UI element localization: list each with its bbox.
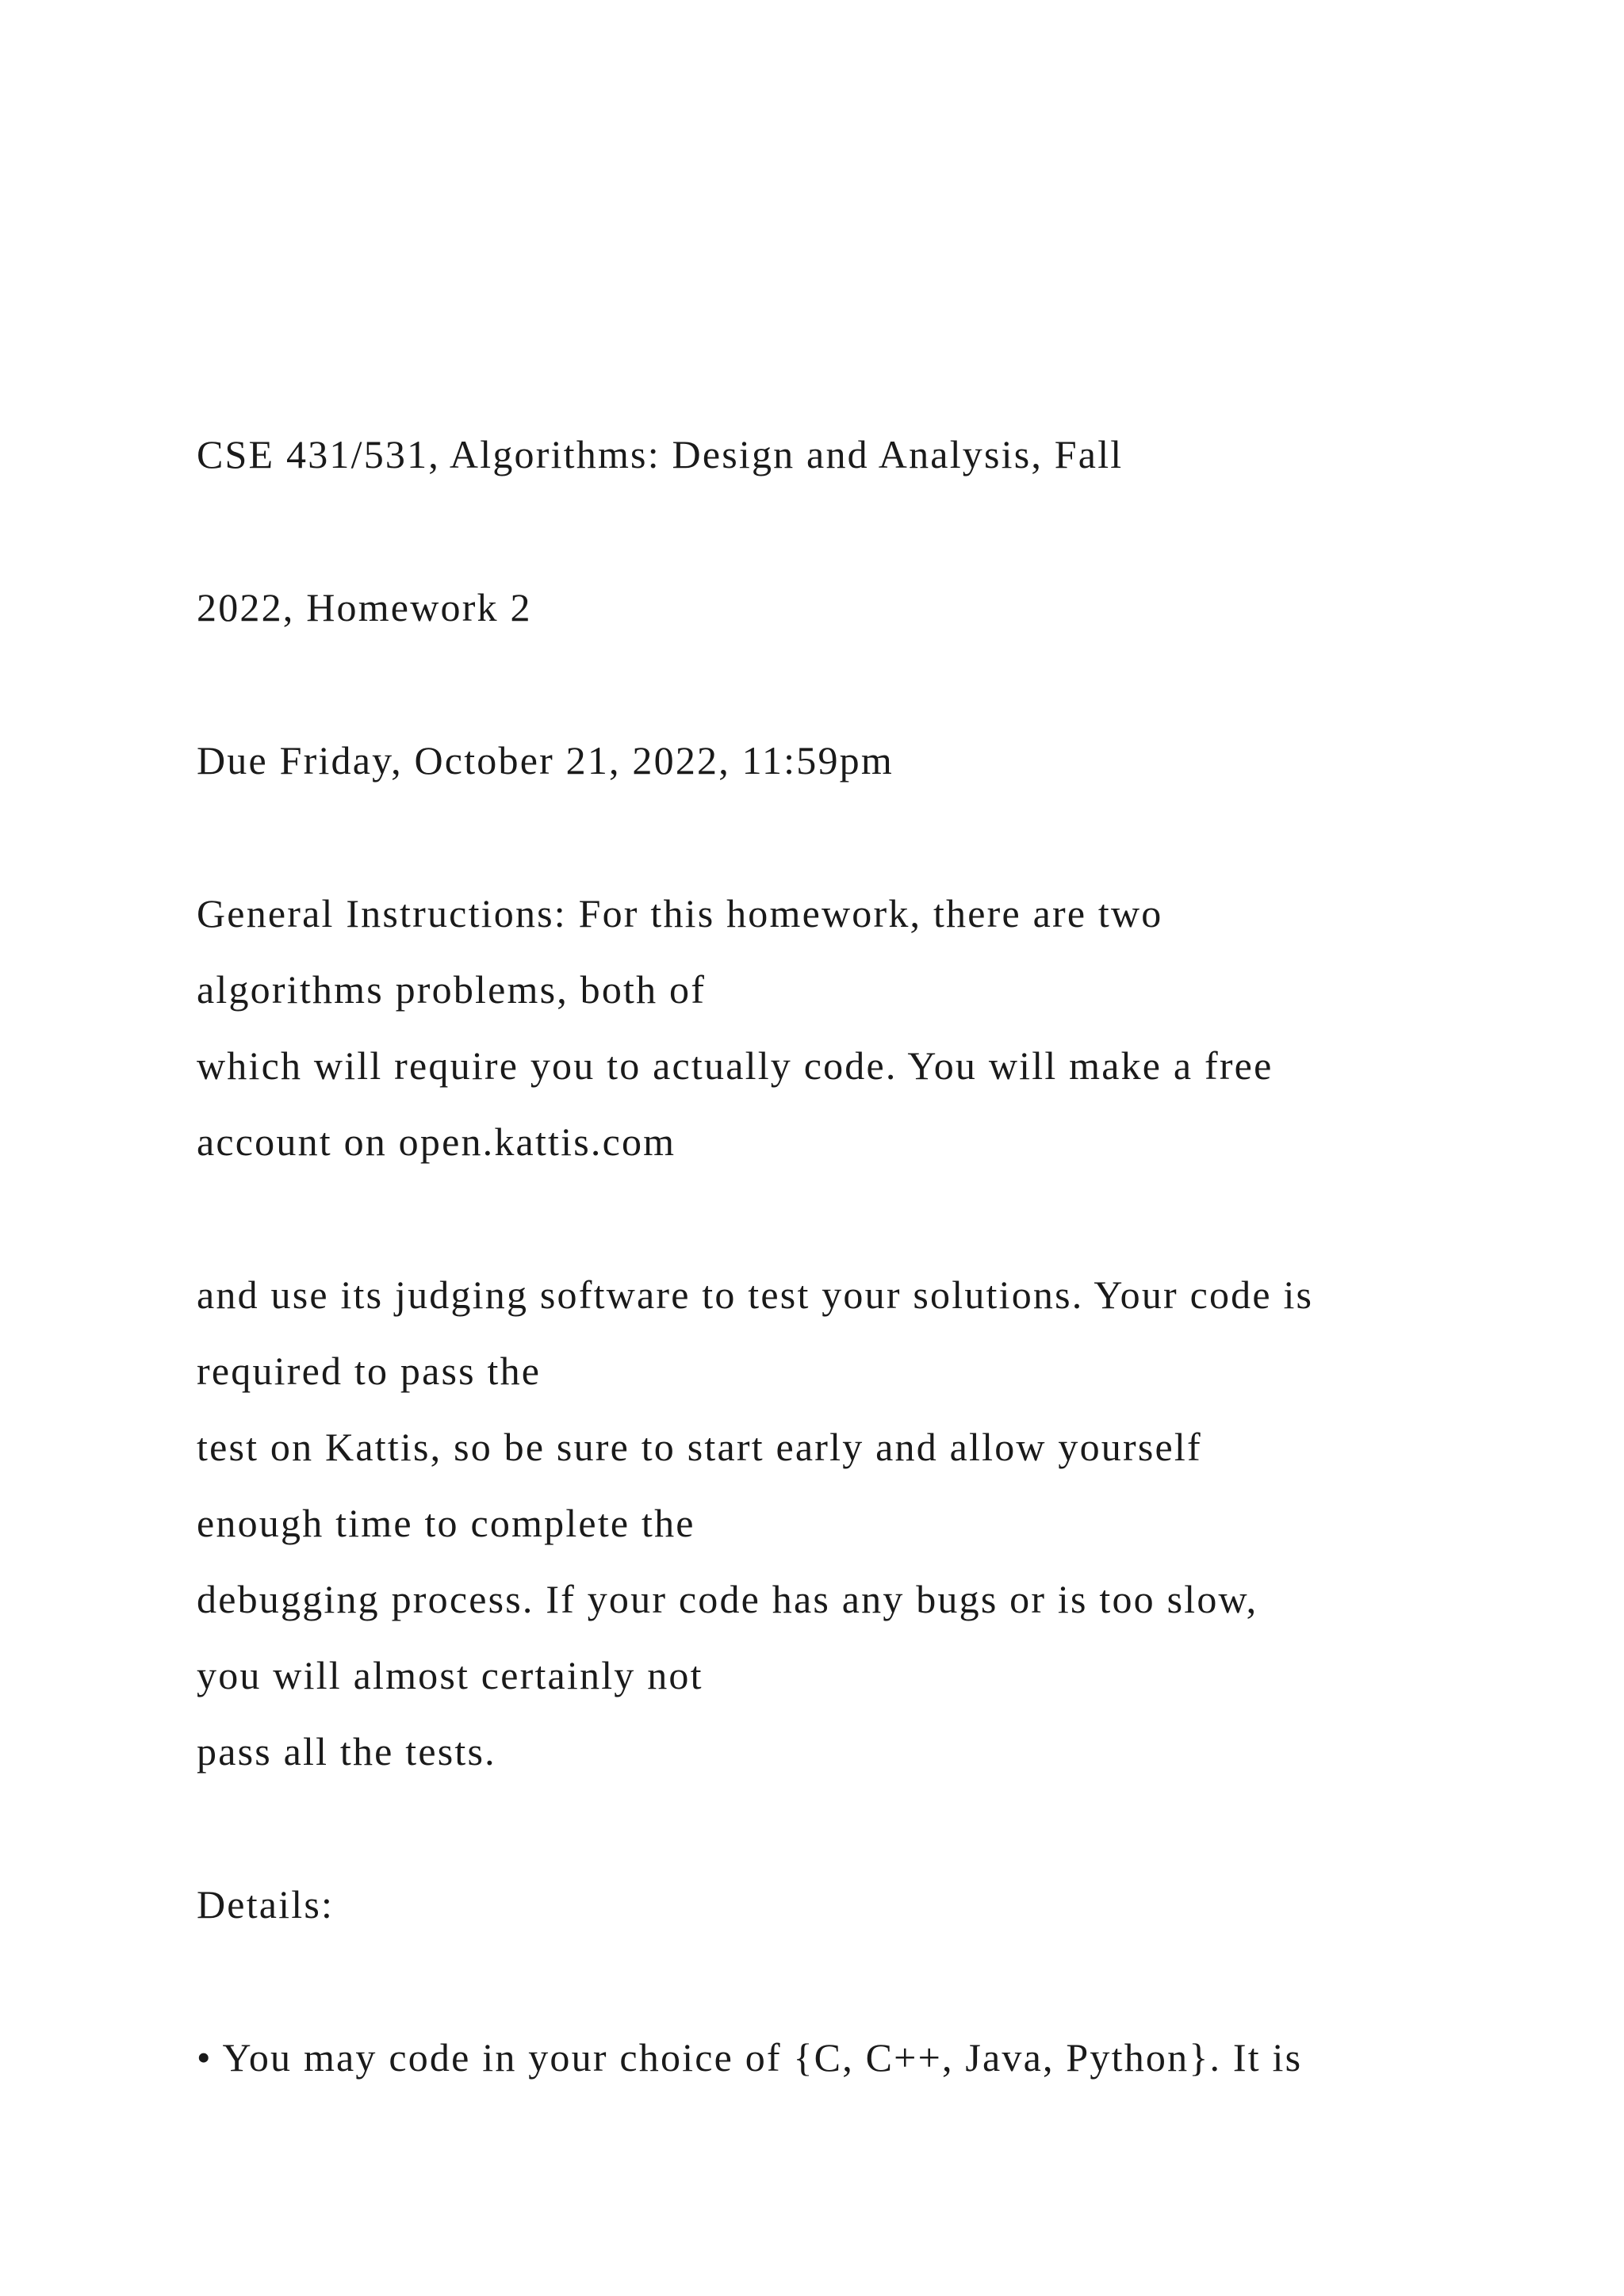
- instructions-line: pass all the tests.: [197, 1729, 496, 1774]
- details-heading: Details:: [197, 1882, 335, 1927]
- instructions-line: General Instructions: For this homework, there are two: [197, 891, 1163, 936]
- instructions-line: debugging process. If your code has any bugs or is too slow,: [197, 1577, 1258, 1621]
- instructions-line: required to pass the: [197, 1349, 542, 1393]
- instructions-line: test on Kattis, so be sure to start early and allow yourself: [197, 1425, 1202, 1469]
- instructions-line: and use its judging software to test your solutions. Your code is: [197, 1272, 1314, 1317]
- instructions-line: which will require you to actually code. You will make a free: [197, 1043, 1274, 1088]
- instructions-line: algorithms problems, both of: [197, 967, 707, 1012]
- bullet-item: • You may code in your choice of {C, C++, Java, Python}. It is: [197, 2035, 1303, 2080]
- due-date: Due Friday, October 21, 2022, 11:59pm: [197, 738, 894, 783]
- instructions-line: you will almost certainly not: [197, 1653, 703, 1697]
- instructions-line: account on open.kattis.com: [197, 1119, 676, 1164]
- instructions-line: enough time to complete the: [197, 1501, 695, 1545]
- title-line-2: 2022, Homework 2: [197, 585, 532, 629]
- title-line-1: CSE 431/531, Algorithms: Design and Analysis, Fall: [197, 432, 1124, 476]
